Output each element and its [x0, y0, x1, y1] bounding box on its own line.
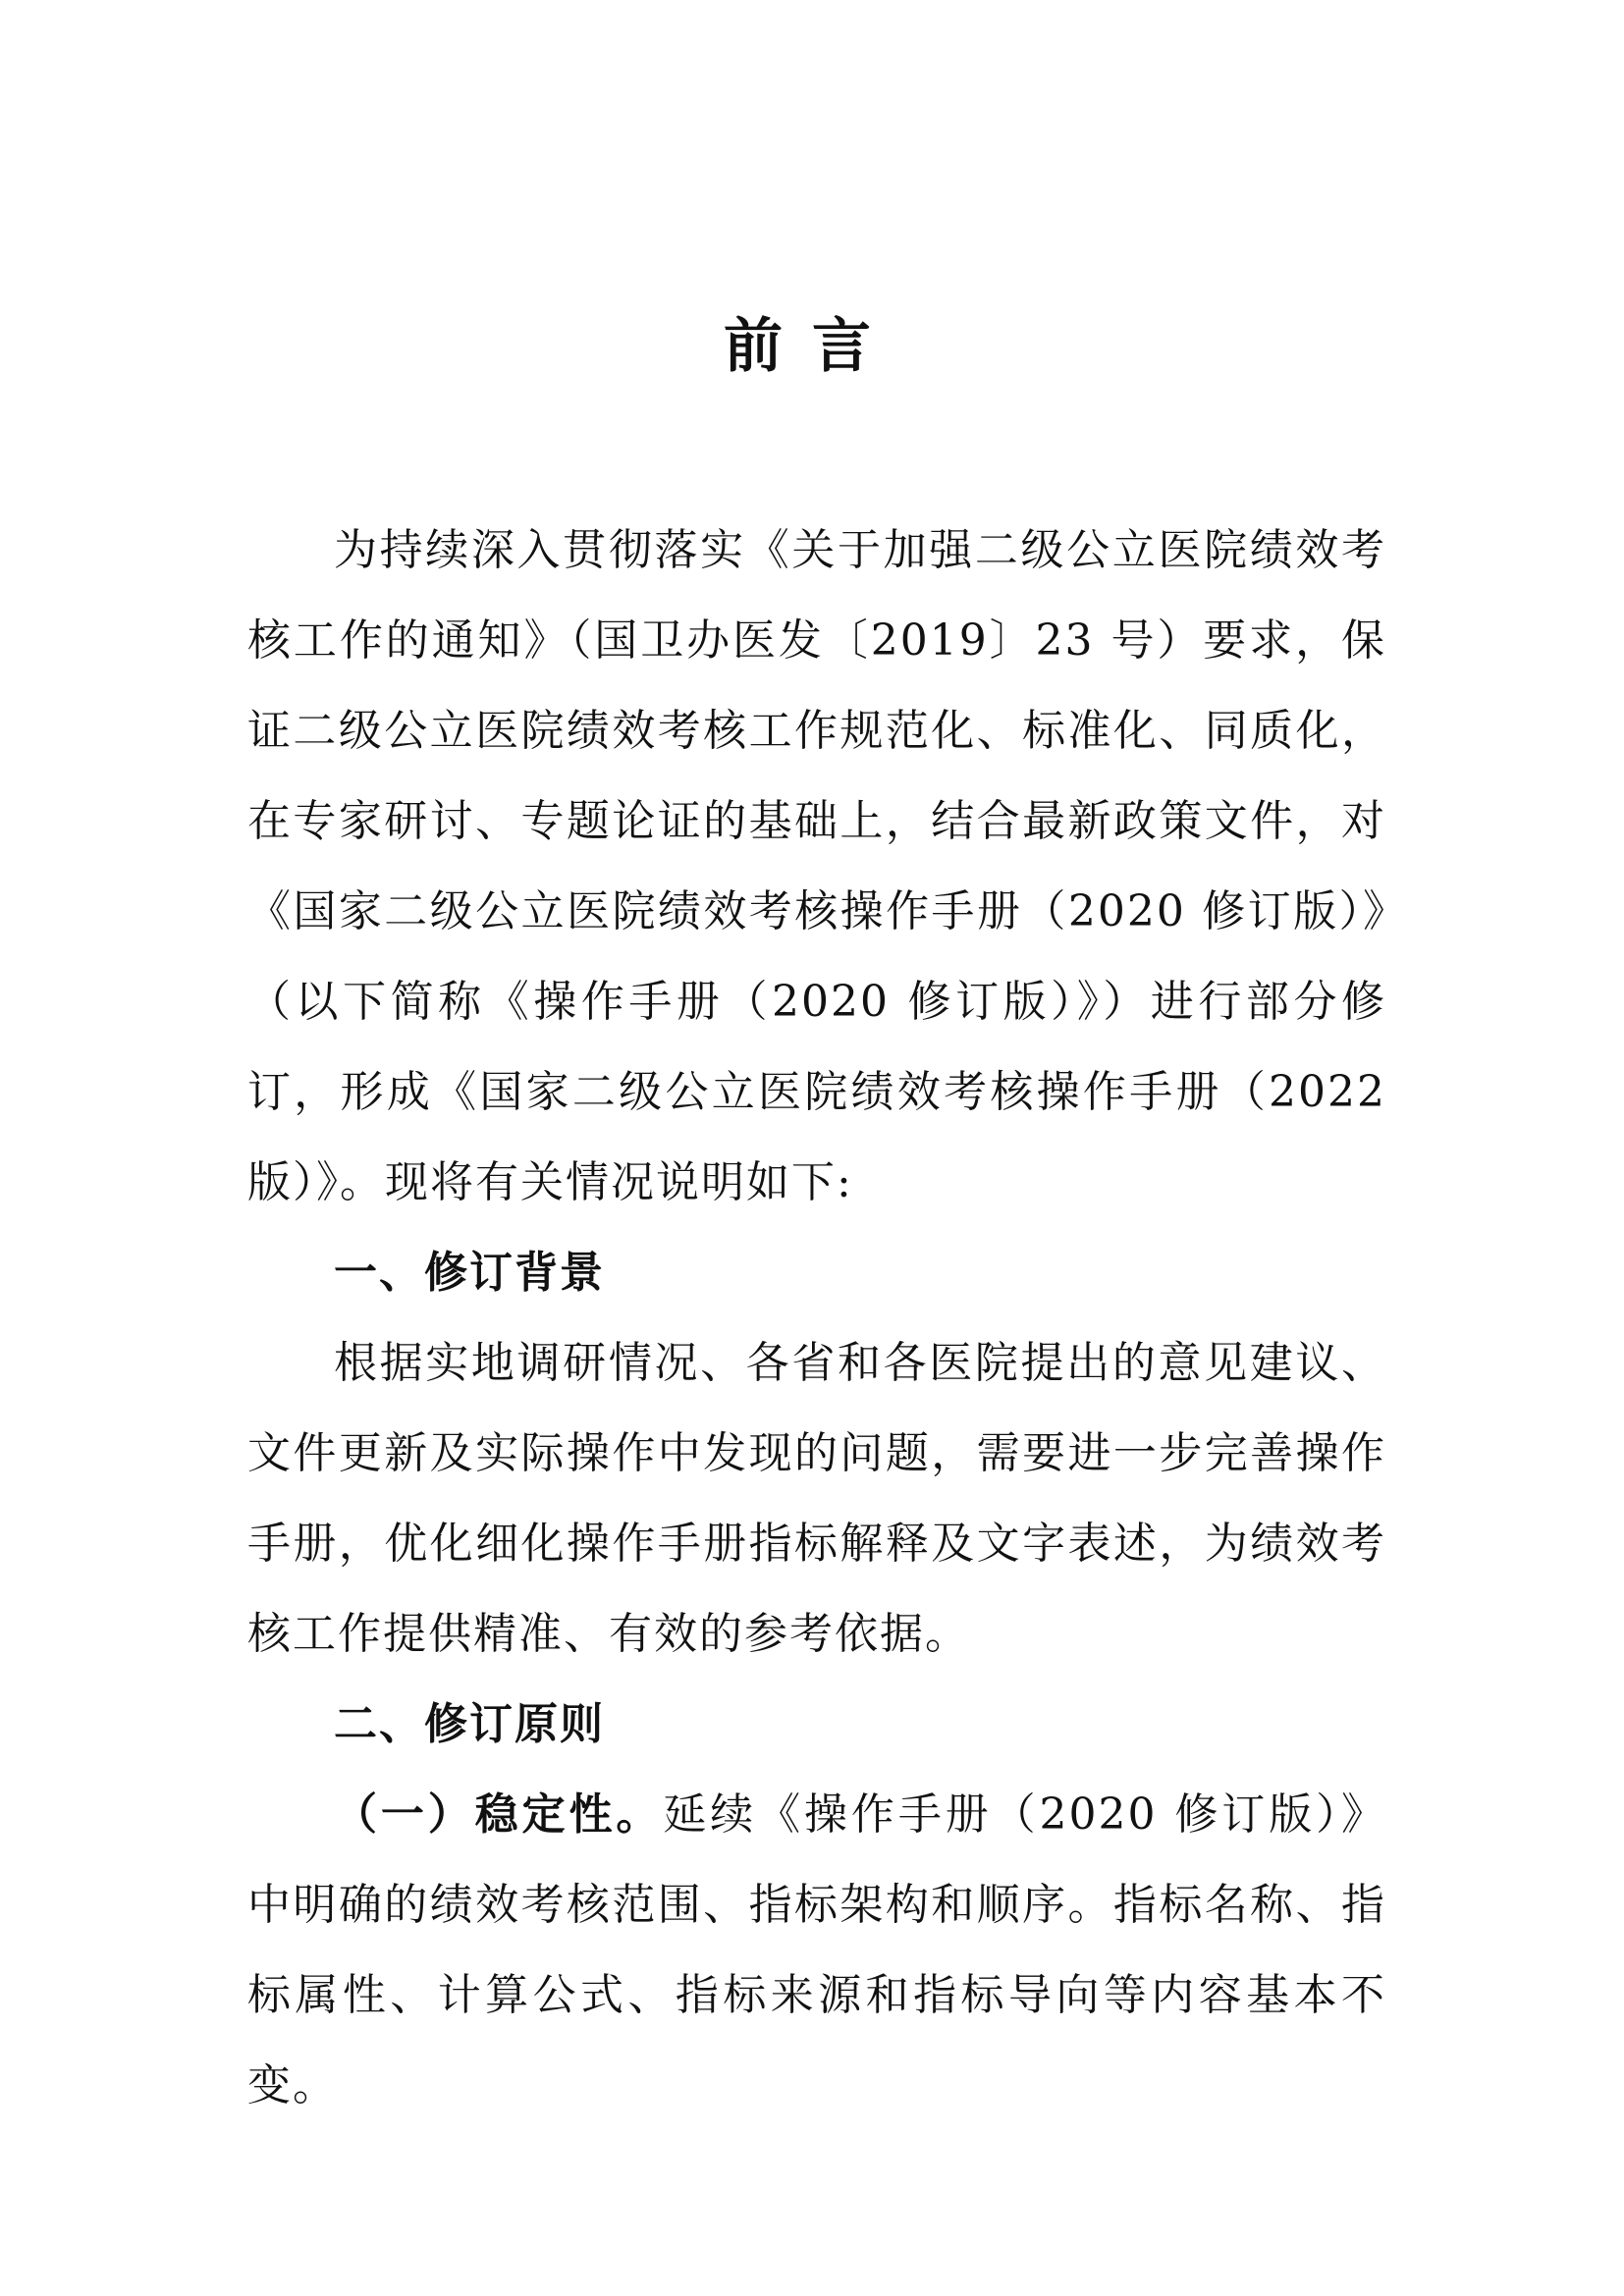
- principle-stability-text: 延续《操作手册（2020 修订版）》中明确的绩效考核范围、指标架构和顺序。指标名称、指标属性、计算公式、指标来源和指标导向等内容基本不变。: [247, 1789, 1386, 2110]
- section-heading-background: 一、修订背景: [334, 1248, 605, 1298]
- principle-stability-lead: （一）稳定性。: [334, 1789, 664, 1840]
- section-heading-principles: 二、修订原则: [334, 1699, 605, 1749]
- principle-stability-paragraph: [247, 1770, 1386, 2131]
- document-body: [247, 506, 1386, 2131]
- background-paragraph: 根据实地调研情况、各省和各医院提出的意见建议、文件更新及实际操作中发现的问题，需要进一步完善操作手册，优化细化操作手册指标解释及文字表述，为绩效考核工作提供精准、有效的参考依据。: [247, 1338, 1386, 1659]
- page-title: 前言: [724, 312, 900, 381]
- intro-paragraph: 为持续深入贯彻落实《关于加强二级公立医院绩效考核工作的通知》（国卫办医发〔2019〕23 号）要求，保证二级公立医院绩效考核工作规范化、标准化、同质化，在专家研讨、专题论证的基础上，结合最新政策文件，对《国家二级公立医院绩效考核操作手册（2020 修订版）》（以下简称《操作手册（2020 修订版）》）进行部分修订，形成《国家二级公立医院绩效考核操作手册（2022 版）》。现将有关情况说明如下:: [247, 525, 1386, 1207]
